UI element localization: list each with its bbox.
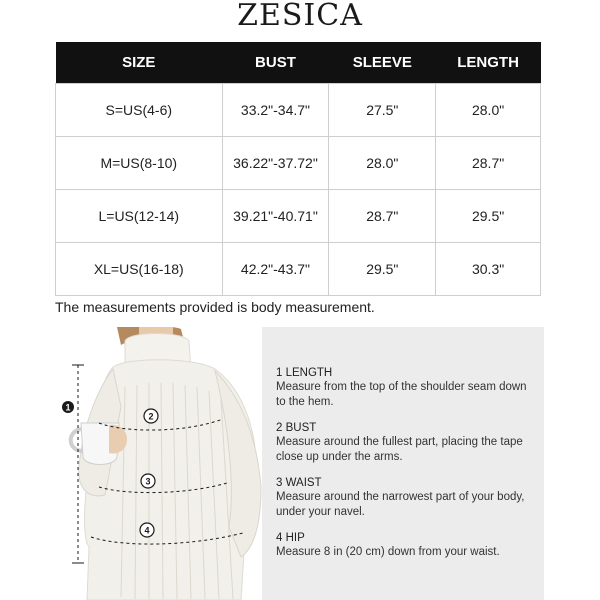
size-chart-table (55, 42, 541, 296)
bust-cell: 39.21"-40.71" (222, 190, 329, 243)
instruction-waist (276, 476, 536, 519)
table-row (56, 190, 541, 243)
size-cell: L=US(12-14) (56, 190, 223, 243)
size-cell: S=US(4-6) (56, 84, 223, 137)
table-row (56, 137, 541, 190)
svg-text:2: 2 (148, 411, 154, 422)
instruction-bust (276, 421, 536, 464)
sleeve-cell: 27.5" (329, 84, 436, 137)
instruction-hip (276, 531, 536, 560)
bust-cell: 42.2"-43.7" (222, 243, 329, 296)
instruction-title: 4 HIP (276, 532, 305, 544)
svg-text:3: 3 (145, 476, 151, 487)
brand-logo: ZESICA (237, 0, 363, 33)
model-photo (55, 327, 265, 600)
instruction-title: 2 BUST (276, 422, 317, 434)
bust-cell: 36.22"-37.72" (222, 137, 329, 190)
header-bust: BUST (222, 42, 329, 84)
sleeve-cell: 28.0" (329, 137, 436, 190)
size-cell: XL=US(16-18) (56, 243, 223, 296)
marker-4 (140, 523, 154, 537)
length-cell: 29.5" (436, 190, 541, 243)
table-row (56, 243, 541, 296)
length-cell: 28.0" (436, 84, 541, 137)
instruction-desc: Measure from the top of the shoulder seam down to the hem. (276, 381, 527, 408)
header-length: LENGTH (436, 42, 541, 84)
sleeve-cell: 28.7" (329, 190, 436, 243)
table-header-row (56, 42, 541, 84)
instruction-list (276, 366, 536, 572)
measurement-note: The measurements provided is body measurement. (55, 299, 375, 315)
svg-text:4: 4 (144, 525, 150, 536)
instruction-desc: Measure around the narrowest part of your body, under your navel. (276, 491, 525, 518)
length-cell: 30.3" (436, 243, 541, 296)
instruction-length (276, 366, 536, 409)
instruction-desc: Measure 8 in (20 cm) down from your waist. (276, 546, 500, 558)
instruction-desc: Measure around the fullest part, placing the tape close up under the arms. (276, 436, 523, 463)
length-cell: 28.7" (436, 137, 541, 190)
size-cell: M=US(8-10) (56, 137, 223, 190)
marker-1 (62, 401, 74, 413)
sleeve-cell: 29.5" (329, 243, 436, 296)
instruction-title: 3 WAIST (276, 477, 322, 489)
marker-3 (141, 474, 155, 488)
table-row (56, 84, 541, 137)
svg-text:1: 1 (65, 402, 71, 413)
header-size: SIZE (56, 42, 223, 84)
marker-2 (144, 409, 158, 423)
instruction-title: 1 LENGTH (276, 367, 333, 379)
bust-cell: 33.2"-34.7" (222, 84, 329, 137)
header-sleeve: SLEEVE (329, 42, 436, 84)
